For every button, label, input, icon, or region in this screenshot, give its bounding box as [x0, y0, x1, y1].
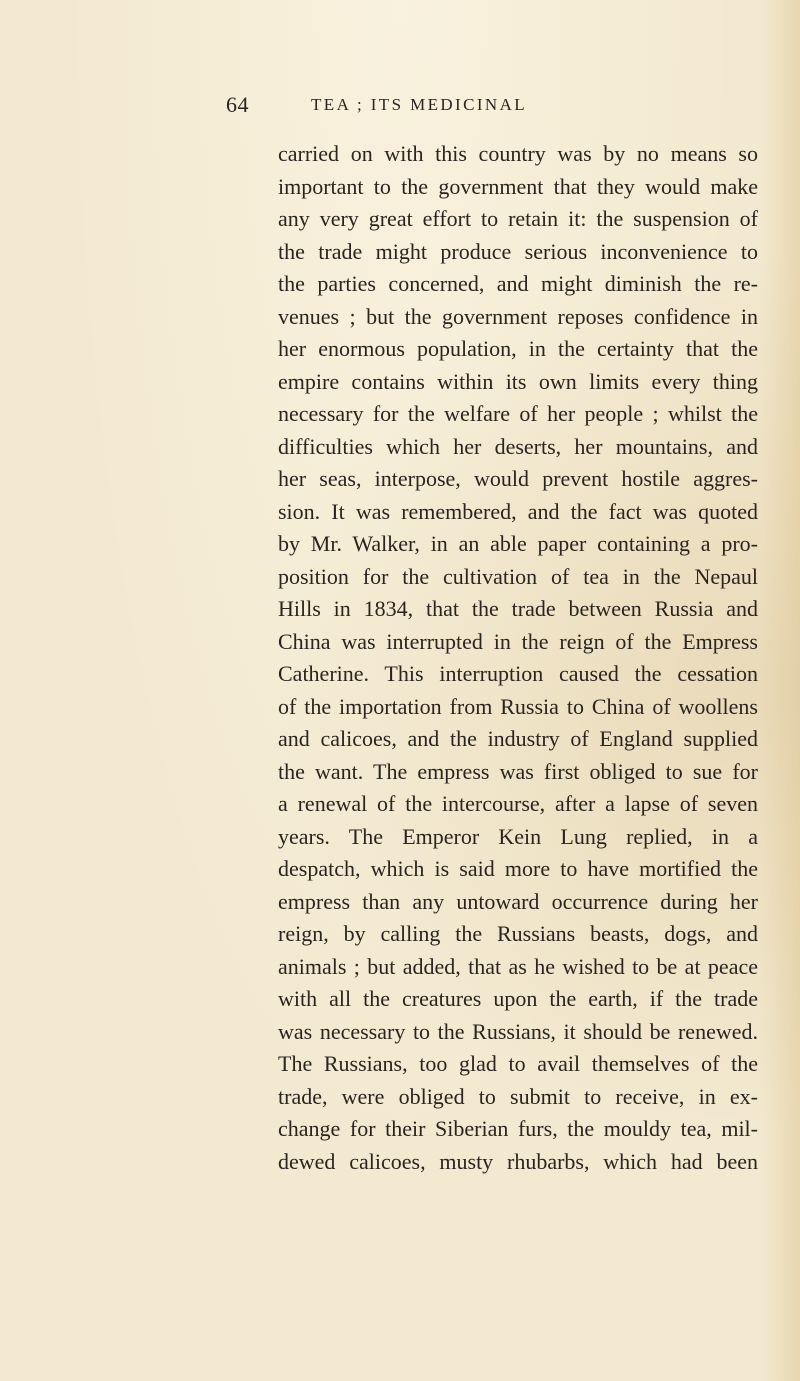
text-line: the trade might produce serious inconvenience to: [278, 238, 758, 264]
text-line: animals ; but added, that as he wished to be at peace: [278, 953, 758, 979]
text-line: difficulties which her deserts, her mountains, and: [278, 433, 758, 459]
text-line: important to the government that they would make: [278, 173, 758, 199]
text-line: empire contains within its own limits every thing: [278, 368, 758, 394]
running-head: [0, 92, 800, 122]
text-line: China was interrupted in the reign of the Empress: [278, 628, 758, 654]
text-line: change for their Siberian furs, the mouldy tea, mil-: [278, 1116, 758, 1141]
text-line: despatch, which is said more to have mortified the: [278, 856, 758, 881]
text-line: trade, were obliged to submit to receive, in ex-: [278, 1083, 758, 1109]
text-line: and calicoes, and the industry of England supplied: [278, 726, 758, 751]
text-line: sion. It was remembered, and the fact was quoted: [278, 498, 758, 524]
page-edge-shadow: [760, 0, 800, 1381]
text-line: empress than any untoward occurrence during her: [278, 888, 758, 914]
text-line: her seas, interpose, would prevent hostile aggres-: [278, 466, 758, 491]
text-line: any very great effort to retain it: the suspension of: [278, 206, 758, 231]
text-line: the parties concerned, and might diminish the re-: [278, 271, 758, 296]
text-line: with all the creatures upon the earth, if the trade: [278, 986, 758, 1011]
body-text: [278, 138, 758, 1178]
running-title: TEA ; ITS MEDICINAL: [311, 95, 528, 114]
text-line: of the importation from Russia to China of woollens: [278, 693, 758, 719]
text-line: her enormous population, in the certainty that the: [278, 336, 758, 361]
text-line: The Russians, too glad to avail themselves of the: [278, 1051, 758, 1076]
text-line: the want. The empress was first obliged to sue for: [278, 758, 758, 784]
text-line: a renewal of the intercourse, after a lapse of seven: [278, 791, 758, 816]
text-line: Hills in 1834, that the trade between Russia and: [278, 596, 758, 621]
text-line: position for the cultivation of tea in the Nepaul: [278, 563, 758, 589]
text-line: by Mr. Walker, in an able paper containing a pro-: [278, 531, 758, 556]
text-line: dewed calicoes, musty rhubarbs, which had been: [278, 1148, 758, 1174]
text-line: Catherine. This interruption caused the cessation: [278, 661, 758, 686]
page-number: 64: [226, 92, 249, 117]
text-line: was necessary to the Russians, it should be renewed.: [278, 1018, 758, 1044]
text-line: venues ; but the government reposes confidence in: [278, 303, 758, 329]
text-line: necessary for the welfare of her people ; whilst the: [278, 401, 758, 426]
text-line: years. The Emperor Kein Lung replied, in a: [278, 823, 758, 849]
text-line: carried on with this country was by no means so: [278, 141, 758, 166]
text-line: reign, by calling the Russians beasts, dogs, and: [278, 921, 758, 946]
